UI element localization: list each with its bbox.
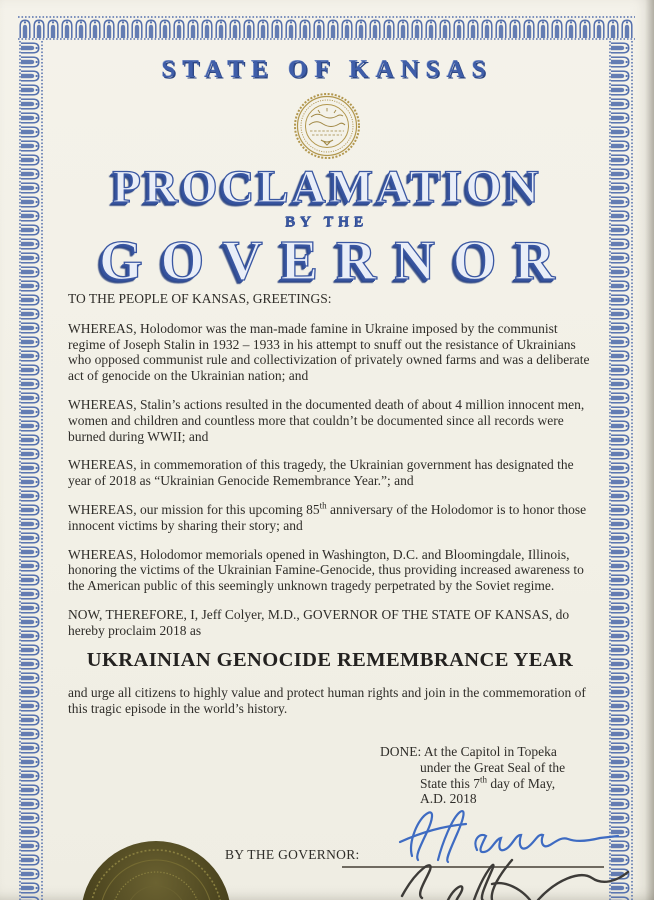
whereas-paragraph-3: WHEREAS, in commemoration of this tragedy, the Ukrainian government has designated the year of 2018 as “Ukrainian Genocide Remembrance Year.”; and xyxy=(68,457,574,489)
therefore-paragraph: NOW, THEREFORE, I, Jeff Colyer, M.D., GOVERNOR OF THE STATE OF KANSAS, do hereby proclaim 2018 as xyxy=(68,606,570,638)
done-line-3: State this 7th day of May, xyxy=(420,774,556,791)
closing-paragraph: and urge all citizens to highly value and protect human rights and join in the commemoration of this tragic episode in the world’s history. xyxy=(68,685,586,717)
state-title: STATE OF KANSAS xyxy=(161,56,493,83)
title-by-the: BY THE xyxy=(285,214,369,230)
kansas-state-seal-icon xyxy=(291,90,363,162)
whereas-paragraph-5: WHEREAS, Holodomor memorials opened in Washington, D.C. and Bloomingdale, Illinois, honoring the victims of the Ukrainian Famine-Genocide, thus providing increased awareness to the American public of this seemingly unknown tragedy perpetrated by the Soviet regime. xyxy=(68,546,584,594)
salutation: TO THE PEOPLE OF KANSAS, GREETINGS: xyxy=(68,291,332,306)
whereas-paragraph-4: WHEREAS, our mission for this upcoming 85th anniversary of the Holodomor is to honor those innocent victims by sharing their story; and xyxy=(68,500,587,533)
ornamental-border-left xyxy=(18,41,45,900)
done-line-1: DONE: At the Capitol in Topeka xyxy=(380,744,557,759)
document-header xyxy=(46,56,608,292)
counter-signature xyxy=(388,856,638,900)
title-proclamation: PROCLAMATION xyxy=(112,161,542,213)
done-line-4: A.D. 2018 xyxy=(420,791,477,807)
scan-edge-shadow xyxy=(645,0,654,900)
ornamental-border-right xyxy=(608,41,635,900)
whereas-paragraph-2: WHEREAS, Stalin’s actions resulted in the documented death of about 4 million innocent men, women and children and countless more that couldn’t be documented since all records were burned during WWII; and xyxy=(68,396,585,444)
proclamation-body xyxy=(68,291,592,730)
title-governor: GOVERNOR xyxy=(99,230,573,292)
whereas-paragraph-1: WHEREAS, Holodomor was the man-made famine in Ukraine imposed by the communist regime of Joseph Stalin in 1932 – 1933 in his attempt to snuff out the resistance of Ukrainians who opposed communist rule and collectivization of privately owned farms and was a deliberate act of genocide on the Ukrainian nation; and xyxy=(68,320,590,384)
ornamental-border-top xyxy=(18,15,635,41)
done-attestation xyxy=(380,744,565,807)
by-the-governor-label: BY THE GOVERNOR: xyxy=(225,847,360,862)
embossed-foil-seal xyxy=(78,838,238,900)
proclamation-headline: UKRAINIAN GENOCIDE REMEMBRANCE YEAR xyxy=(86,648,574,671)
done-line-2: under the Great Seal of the xyxy=(420,759,566,775)
